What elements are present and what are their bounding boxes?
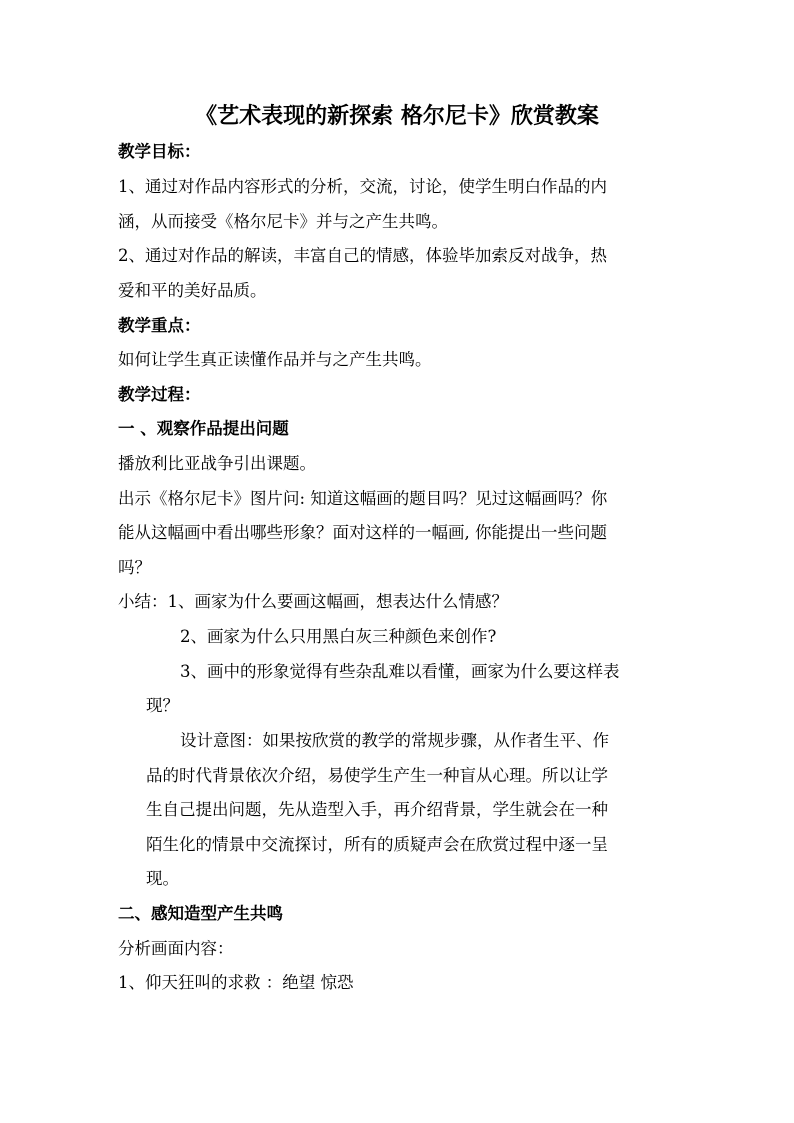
show-question-line-3: 吗？ [118,558,151,577]
analysis-intro: 分析画面内容： [118,939,234,958]
summary-item-3-line-2: 现？ [146,696,179,715]
objective-1-line-1: 1、通过对作品内容形式的分析，交流，讨论，使学生明白作品的内 [118,177,607,196]
objective-1-line-2: 涵，从而接受《格尔尼卡》并与之产生共鸣。 [118,212,448,231]
summary-item-1: 小结：1、画家为什么要画这幅画，想表达什么情感？ [118,592,508,611]
show-question-line-1: 出示《格尔尼卡》图片问: 知道这幅画的题目吗？见过这幅画吗？你 [118,489,608,508]
summary-item-3-line-1: 3、画中的形象觉得有些杂乱难以看懂，画家为什么要这样表 [180,662,620,681]
key-points-text: 如何让学生真正读懂作品并与之产生共鸣。 [118,350,432,369]
design-intent-line-1: 设计意图：如果按欣赏的教学的常规步骤，从作者生平、作 [180,731,609,750]
section-1-intro: 播放利比亚战争引出课题。 [118,454,316,473]
objective-2-line-2: 爱和平的美好品质。 [118,281,267,300]
process-heading: 教学过程： [118,385,201,404]
objective-2-line-1: 2、通过对作品的解读，丰富自己的情感，体验毕加索反对战争，热 [118,246,607,265]
design-intent-line-5: 现。 [146,869,179,888]
section-2-heading: 二、感知造型产生共鸣 [118,904,283,923]
show-question-line-2: 能从这幅画中看出哪些形象？面对这样的一幅画, 你能提出一些问题 [118,523,607,542]
analysis-item-1: 1、仰天狂叫的求救 ：绝望 惊恐 [118,973,354,992]
section-1-heading: 一 、观察作品提出问题 [118,419,289,438]
design-intent-line-4: 陌生化的情景中交流探讨，所有的质疑声会在欣赏过程中逐一呈 [146,835,608,854]
design-intent-line-3: 生自己提出问题，先从造型入手，再介绍背景，学生就会在一种 [146,800,608,819]
key-points-heading: 教学重点： [118,316,201,335]
design-intent-line-2: 品的时代背景依次介绍，易使学生产生一种盲从心理。所以让学 [146,766,608,785]
page-title: 《艺术表现的新探索 格尔尼卡》欣赏教案 [195,103,599,129]
objectives-heading: 教学目标： [118,142,201,161]
summary-item-2: 2、画家为什么只用黑白灰三种颜色来创作? [180,627,497,646]
